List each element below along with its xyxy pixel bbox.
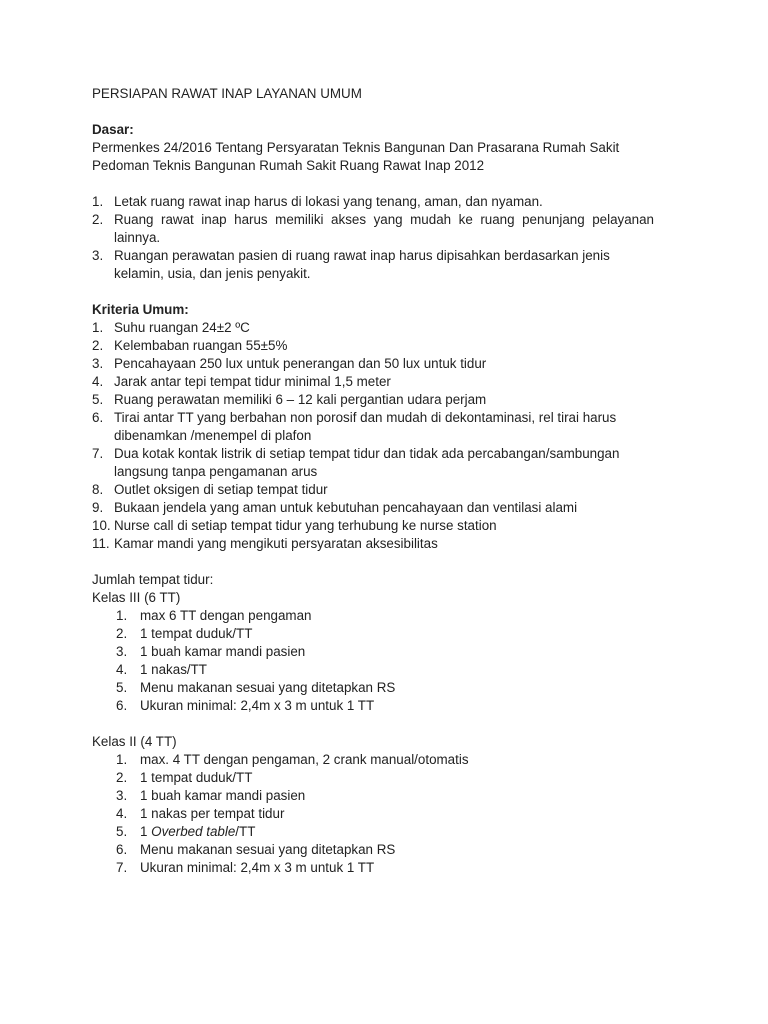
list-number: 5. <box>92 392 104 407</box>
list-text: Ruang perawatan memiliki 6 – 12 kali pergantian udara perjam <box>114 392 487 407</box>
kriteria-heading: Kriteria Umum: <box>92 302 189 317</box>
list-item <box>92 787 652 805</box>
kelas-3-title: Kelas III (6 TT) <box>92 590 181 605</box>
list-item <box>92 769 652 787</box>
list-item <box>92 697 652 715</box>
list-item <box>92 373 652 391</box>
list-text: Nurse call di setiap tempat tidur yang terhubung ke nurse station <box>114 518 497 533</box>
list-text: 1 tempat duduk/TT <box>140 626 253 641</box>
list-item <box>92 805 652 823</box>
list-text: 1 tempat duduk/TT <box>140 770 253 785</box>
list-number: 2. <box>116 626 128 641</box>
list-item <box>92 391 652 409</box>
list-text: Ruang rawat inap harus memiliki akses yang mudah ke ruang penunjang pelayanan lainnya. <box>114 212 654 245</box>
list-text: Kamar mandi yang mengikuti persyaratan aksesibilitas <box>114 536 438 551</box>
list-text: Dua kotak kontak listrik di setiap tempat tidur dan tidak ada percabangan/sambungan langsung tanpa pengamanan arus <box>114 446 620 479</box>
list-number: 6. <box>116 842 128 857</box>
list-text: max. 4 TT dengan pengaman, 2 crank manual/otomatis <box>140 752 469 767</box>
list-item <box>92 247 654 283</box>
kelas-2-title: Kelas II (4 TT) <box>92 734 177 749</box>
list-item <box>92 211 654 247</box>
list-text: Menu makanan sesuai yang ditetapkan RS <box>140 842 396 857</box>
list-item <box>92 499 652 517</box>
list-text-suffix: /TT <box>235 824 256 839</box>
kriteria-list <box>92 319 652 553</box>
list-item <box>92 445 674 481</box>
list-number: 1. <box>92 194 104 209</box>
list-number: 4. <box>116 806 128 821</box>
dasar-heading: Dasar: <box>92 122 134 137</box>
list-text: 1 nakas per tempat tidur <box>140 806 285 821</box>
list-number: 2. <box>116 770 128 785</box>
list-number: 3. <box>116 644 128 659</box>
list-number: 3. <box>92 356 104 371</box>
list-text: 1 nakas/TT <box>140 662 207 677</box>
dasar-points-list <box>92 193 652 283</box>
list-number: 2. <box>92 212 104 227</box>
list-number: 4. <box>116 662 128 677</box>
list-item <box>92 319 652 337</box>
list-item <box>92 643 652 661</box>
list-number: 5. <box>116 680 128 695</box>
list-text: Ukuran minimal: 2,4m x 3 m untuk 1 TT <box>140 860 375 875</box>
list-number: 4. <box>92 374 104 389</box>
list-item <box>92 607 652 625</box>
list-item <box>92 841 652 859</box>
list-item <box>92 337 652 355</box>
document-title: PERSIAPAN RAWAT INAP LAYANAN UMUM <box>92 86 362 101</box>
list-number: 7. <box>116 860 128 875</box>
list-item <box>92 535 652 553</box>
list-number: 11. <box>92 536 110 551</box>
list-number: 8. <box>92 482 104 497</box>
list-number: 3. <box>116 788 128 803</box>
list-text: Letak ruang rawat inap harus di lokasi yang tenang, aman, dan nyaman. <box>114 194 543 209</box>
kelas-3-list <box>92 607 652 715</box>
list-text: Suhu ruangan 24±2 ºC <box>114 320 250 335</box>
list-number: 1. <box>116 752 128 767</box>
spacer <box>92 175 652 193</box>
list-text: Ukuran minimal: 2,4m x 3 m untuk 1 TT <box>140 698 375 713</box>
document-page <box>92 85 652 877</box>
spacer <box>92 553 652 571</box>
kelas-2-list <box>92 751 652 877</box>
list-text: Tirai antar TT yang berbahan non porosif dan mudah di dekontaminasi, rel tirai harus dibenamkan /menempel di plafon <box>114 410 617 443</box>
list-item <box>92 409 654 445</box>
list-item <box>92 355 652 373</box>
list-number: 6. <box>116 698 128 713</box>
list-item <box>92 859 652 877</box>
list-text: Menu makanan sesuai yang ditetapkan RS <box>140 680 396 695</box>
list-text: Kelembaban ruangan 55±5% <box>114 338 288 353</box>
list-item <box>92 679 652 697</box>
list-number: 3. <box>92 248 104 263</box>
list-item <box>92 823 652 841</box>
list-text: Bukaan jendela yang aman untuk kebutuhan pencahayaan dan ventilasi alami <box>114 500 578 515</box>
list-item <box>92 193 652 211</box>
spacer <box>92 715 652 733</box>
list-text-prefix: 1 <box>140 824 152 839</box>
list-item <box>92 661 652 679</box>
dasar-ref-1: Permenkes 24/2016 Tentang Persyaratan Teknis Bangunan Dan Prasarana Rumah Sakit <box>92 140 620 155</box>
list-text: Outlet oksigen di setiap tempat tidur <box>114 482 328 497</box>
spacer <box>92 103 652 121</box>
list-number: 2. <box>92 338 104 353</box>
list-number: 7. <box>92 446 104 461</box>
list-text: 1 buah kamar mandi pasien <box>140 788 306 803</box>
list-number: 6. <box>92 410 104 425</box>
dasar-ref-2: Pedoman Teknis Bangunan Rumah Sakit Ruang Rawat Inap 2012 <box>92 158 485 173</box>
list-number: 1. <box>92 320 104 335</box>
list-number: 5. <box>116 824 128 839</box>
list-text-italic: Overbed table <box>151 824 236 839</box>
list-number: 9. <box>92 500 104 515</box>
jumlah-heading: Jumlah tempat tidur: <box>92 572 214 587</box>
list-text: max 6 TT dengan pengaman <box>140 608 312 623</box>
list-text: Pencahayaan 250 lux untuk penerangan dan 50 lux untuk tidur <box>114 356 487 371</box>
list-item <box>92 517 652 535</box>
list-text: Jarak antar tepi tempat tidur minimal 1,5 meter <box>114 374 391 389</box>
list-text: 1 buah kamar mandi pasien <box>140 644 306 659</box>
list-number: 1. <box>116 608 128 623</box>
list-item <box>92 751 652 769</box>
list-text: Ruangan perawatan pasien di ruang rawat inap harus dipisahkan berdasarkan jenis kelamin, usia, dan jenis penyakit. <box>114 248 610 281</box>
list-number: 10. <box>92 518 111 533</box>
list-item <box>92 481 652 499</box>
spacer <box>92 283 652 301</box>
list-item <box>92 625 652 643</box>
